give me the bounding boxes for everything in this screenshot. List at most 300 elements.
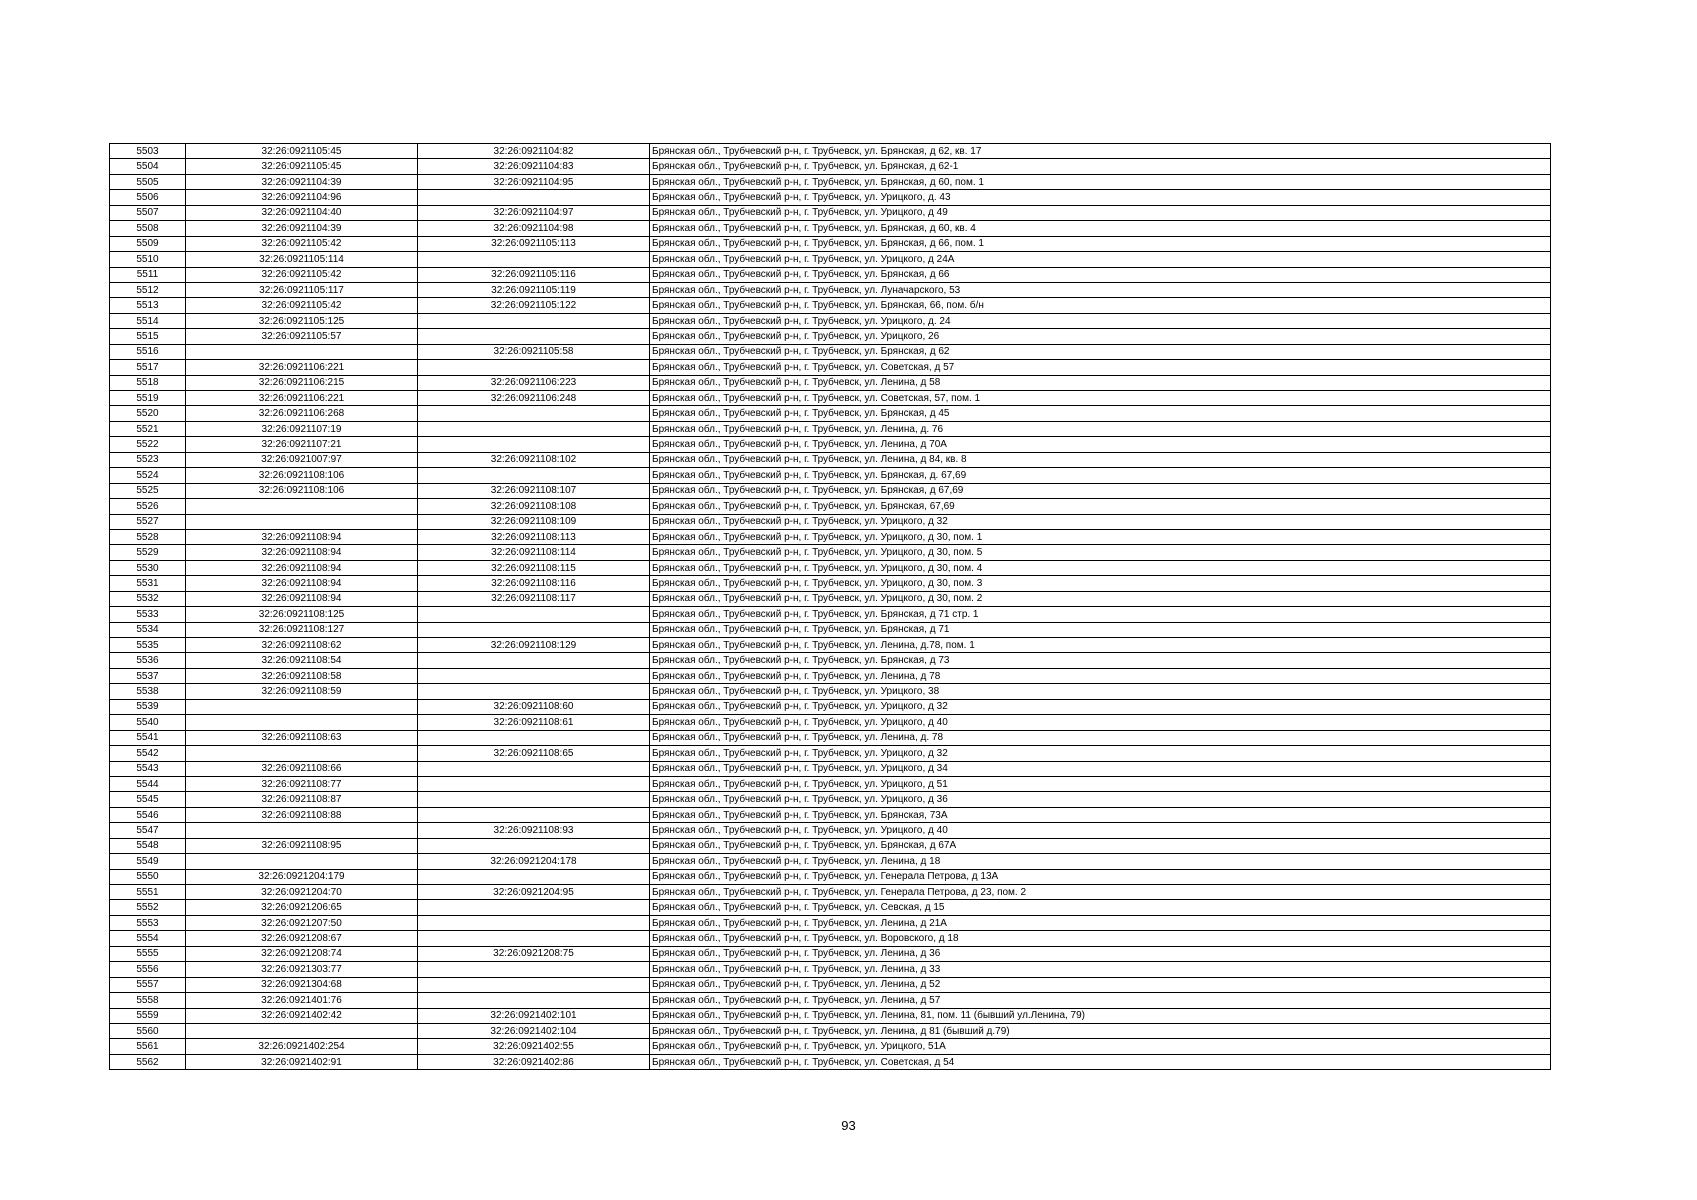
table-row — [110, 1054, 1551, 1069]
table-row — [110, 684, 1551, 699]
table-row — [110, 915, 1551, 930]
table-row — [110, 344, 1551, 359]
object-cadastral-number-cell: 32:26:0921104:97 — [418, 205, 650, 220]
table-row — [110, 668, 1551, 683]
row-number-cell: 5503 — [110, 144, 186, 159]
cadastral-number-cell: 32:26:0921303:77 — [186, 962, 418, 977]
table-row — [110, 977, 1551, 992]
row-number-cell: 5516 — [110, 344, 186, 359]
object-cadastral-number-cell: 32:26:0921108:93 — [418, 823, 650, 838]
row-number-cell: 5534 — [110, 622, 186, 637]
address-cell: Брянская обл., Трубчевский р-н, г. Трубчевск, ул. Генерала Петрова, д 13А — [650, 869, 1551, 884]
object-cadastral-number-cell: 32:26:0921402:101 — [418, 1008, 650, 1023]
row-number-cell: 5532 — [110, 591, 186, 606]
row-number-cell: 5548 — [110, 838, 186, 853]
cadastral-number-cell: 32:26:0921105:114 — [186, 252, 418, 267]
table-row — [110, 545, 1551, 560]
object-cadastral-number-cell — [418, 421, 650, 436]
row-number-cell: 5504 — [110, 159, 186, 174]
cadastral-number-cell — [186, 344, 418, 359]
table-row — [110, 638, 1551, 653]
row-number-cell: 5521 — [110, 421, 186, 436]
table-row — [110, 885, 1551, 900]
object-cadastral-number-cell — [418, 807, 650, 822]
object-cadastral-number-cell — [418, 406, 650, 421]
address-cell: Брянская обл., Трубчевский р-н, г. Трубчевск, ул. Урицкого, д 40 — [650, 823, 1551, 838]
table-row — [110, 746, 1551, 761]
row-number-cell: 5524 — [110, 468, 186, 483]
address-cell: Брянская обл., Трубчевский р-н, г. Трубчевск, ул. Ленина, д 18 — [650, 854, 1551, 869]
address-cell: Брянская обл., Трубчевский р-н, г. Трубчевск, ул. Ленина, д. 78 — [650, 730, 1551, 745]
address-cell: Брянская обл., Трубчевский р-н, г. Трубчевск, ул. Ленина, д. 76 — [650, 421, 1551, 436]
cadastral-number-cell: 32:26:0921108:87 — [186, 792, 418, 807]
object-cadastral-number-cell — [418, 792, 650, 807]
row-number-cell: 5538 — [110, 684, 186, 699]
table-row — [110, 159, 1551, 174]
row-number-cell: 5529 — [110, 545, 186, 560]
cadastral-number-cell — [186, 823, 418, 838]
cadastral-number-cell: 32:26:0921108:88 — [186, 807, 418, 822]
table-row — [110, 144, 1551, 159]
address-cell: Брянская обл., Трубчевский р-н, г. Трубчевск, ул. Брянская, д 60, пом. 1 — [650, 174, 1551, 189]
object-cadastral-number-cell: 32:26:0921105:116 — [418, 267, 650, 282]
object-cadastral-number-cell: 32:26:0921105:58 — [418, 344, 650, 359]
address-cell: Брянская обл., Трубчевский р-н, г. Трубчевск, ул. Севская, д 15 — [650, 900, 1551, 915]
address-cell: Брянская обл., Трубчевский р-н, г. Трубчевск, ул. Брянская, 73А — [650, 807, 1551, 822]
cadastral-number-cell: 32:26:0921105:125 — [186, 313, 418, 328]
cadastral-number-cell: 32:26:0921105:42 — [186, 236, 418, 251]
cadastral-number-cell: 32:26:0921208:67 — [186, 931, 418, 946]
object-cadastral-number-cell: 32:26:0921108:116 — [418, 576, 650, 591]
row-number-cell: 5527 — [110, 514, 186, 529]
address-cell: Брянская обл., Трубчевский р-н, г. Трубчевск, ул. Урицкого, д 32 — [650, 514, 1551, 529]
cadastral-number-cell — [186, 499, 418, 514]
row-number-cell: 5561 — [110, 1039, 186, 1054]
table-row — [110, 468, 1551, 483]
object-cadastral-number-cell: 32:26:0921108:60 — [418, 699, 650, 714]
row-number-cell: 5539 — [110, 699, 186, 714]
cadastral-number-cell: 32:26:0921108:63 — [186, 730, 418, 745]
address-cell: Брянская обл., Трубчевский р-н, г. Трубчевск, ул. Ленина, д 21А — [650, 915, 1551, 930]
object-cadastral-number-cell — [418, 653, 650, 668]
object-cadastral-number-cell: 32:26:0921108:129 — [418, 638, 650, 653]
object-cadastral-number-cell: 32:26:0921105:113 — [418, 236, 650, 251]
table-row — [110, 1039, 1551, 1054]
cadastral-number-cell: 32:26:0921206:65 — [186, 900, 418, 915]
object-cadastral-number-cell: 32:26:0921402:86 — [418, 1054, 650, 1069]
object-cadastral-number-cell — [418, 607, 650, 622]
address-cell: Брянская обл., Трубчевский р-н, г. Трубчевск, ул. Советская, 57, пом. 1 — [650, 391, 1551, 406]
object-cadastral-number-cell: 32:26:0921108:113 — [418, 529, 650, 544]
row-number-cell: 5537 — [110, 668, 186, 683]
table-row — [110, 221, 1551, 236]
object-cadastral-number-cell — [418, 684, 650, 699]
cadastral-number-cell: 32:26:0921207:50 — [186, 915, 418, 930]
address-cell: Брянская обл., Трубчевский р-н, г. Трубчевск, ул. Луначарского, 53 — [650, 282, 1551, 297]
table-row — [110, 252, 1551, 267]
address-cell: Брянская обл., Трубчевский р-н, г. Трубчевск, ул. Ленина, д 81 (бывший д.79) — [650, 1023, 1551, 1038]
registry-table — [109, 143, 1551, 1070]
cadastral-number-cell: 32:26:0921108:106 — [186, 468, 418, 483]
row-number-cell: 5530 — [110, 560, 186, 575]
table-row — [110, 406, 1551, 421]
cadastral-number-cell: 32:26:0921105:57 — [186, 329, 418, 344]
cadastral-number-cell: 32:26:0921105:117 — [186, 282, 418, 297]
cadastral-number-cell: 32:26:0921108:66 — [186, 761, 418, 776]
row-number-cell: 5546 — [110, 807, 186, 822]
table-row — [110, 499, 1551, 514]
row-number-cell: 5522 — [110, 437, 186, 452]
object-cadastral-number-cell — [418, 962, 650, 977]
address-cell: Брянская обл., Трубчевский р-н, г. Трубчевск, ул. Брянская, 66, пом. б/н — [650, 298, 1551, 313]
row-number-cell: 5508 — [110, 221, 186, 236]
cadastral-number-cell: 32:26:0921108:125 — [186, 607, 418, 622]
address-cell: Брянская обл., Трубчевский р-н, г. Трубчевск, ул. Брянская, д 45 — [650, 406, 1551, 421]
object-cadastral-number-cell: 32:26:0921108:117 — [418, 591, 650, 606]
row-number-cell: 5528 — [110, 529, 186, 544]
table-row — [110, 761, 1551, 776]
address-cell: Брянская обл., Трубчевский р-н, г. Трубчевск, ул. Генерала Петрова, д 23, пом. 2 — [650, 885, 1551, 900]
cadastral-number-cell: 32:26:0921108:62 — [186, 638, 418, 653]
table-row — [110, 807, 1551, 822]
object-cadastral-number-cell: 32:26:0921108:107 — [418, 483, 650, 498]
cadastral-number-cell: 32:26:0921402:91 — [186, 1054, 418, 1069]
cadastral-number-cell: 32:26:0921108:94 — [186, 545, 418, 560]
row-number-cell: 5526 — [110, 499, 186, 514]
table-row — [110, 653, 1551, 668]
cadastral-number-cell: 32:26:0921104:40 — [186, 205, 418, 220]
row-number-cell: 5509 — [110, 236, 186, 251]
cadastral-number-cell: 32:26:0921107:19 — [186, 421, 418, 436]
row-number-cell: 5544 — [110, 776, 186, 791]
cadastral-number-cell: 32:26:0921106:215 — [186, 375, 418, 390]
address-cell: Брянская обл., Трубчевский р-н, г. Трубчевск, ул. Ленина, д 52 — [650, 977, 1551, 992]
row-number-cell: 5511 — [110, 267, 186, 282]
object-cadastral-number-cell: 32:26:0921104:83 — [418, 159, 650, 174]
cadastral-number-cell: 32:26:0921105:42 — [186, 267, 418, 282]
address-cell: Брянская обл., Трубчевский р-н, г. Трубчевск, ул. Урицкого, д 32 — [650, 699, 1551, 714]
table-row — [110, 267, 1551, 282]
row-number-cell: 5507 — [110, 205, 186, 220]
cadastral-number-cell: 32:26:0921108:94 — [186, 560, 418, 575]
address-cell: Брянская обл., Трубчевский р-н, г. Трубчевск, ул. Ленина, д.78, пом. 1 — [650, 638, 1551, 653]
address-cell: Брянская обл., Трубчевский р-н, г. Трубчевск, ул. Ленина, д 70А — [650, 437, 1551, 452]
row-number-cell: 5554 — [110, 931, 186, 946]
address-cell: Брянская обл., Трубчевский р-н, г. Трубчевск, ул. Брянская, д 66, пом. 1 — [650, 236, 1551, 251]
cadastral-number-cell: 32:26:0921105:45 — [186, 159, 418, 174]
address-cell: Брянская обл., Трубчевский р-н, г. Трубчевск, ул. Брянская, 67,69 — [650, 499, 1551, 514]
row-number-cell: 5556 — [110, 962, 186, 977]
table-row — [110, 869, 1551, 884]
cadastral-number-cell — [186, 699, 418, 714]
table-row — [110, 236, 1551, 251]
row-number-cell: 5562 — [110, 1054, 186, 1069]
row-number-cell: 5545 — [110, 792, 186, 807]
address-cell: Брянская обл., Трубчевский р-н, г. Трубчевск, ул. Ленина, д 57 — [650, 993, 1551, 1008]
cadastral-number-cell: 32:26:0921106:221 — [186, 360, 418, 375]
cadastral-number-cell: 32:26:0921108:95 — [186, 838, 418, 853]
cadastral-number-cell: 32:26:0921304:68 — [186, 977, 418, 992]
address-cell: Брянская обл., Трубчевский р-н, г. Трубчевск, ул. Урицкого, д 51 — [650, 776, 1551, 791]
table-row — [110, 823, 1551, 838]
address-cell: Брянская обл., Трубчевский р-н, г. Трубчевск, ул. Брянская, д 73 — [650, 653, 1551, 668]
address-cell: Брянская обл., Трубчевский р-н, г. Трубчевск, ул. Урицкого, д 30, пом. 3 — [650, 576, 1551, 591]
table-row — [110, 730, 1551, 745]
row-number-cell: 5551 — [110, 885, 186, 900]
table-row — [110, 622, 1551, 637]
address-cell: Брянская обл., Трубчевский р-н, г. Трубчевск, ул. Урицкого, д 40 — [650, 715, 1551, 730]
row-number-cell: 5520 — [110, 406, 186, 421]
row-number-cell: 5512 — [110, 282, 186, 297]
table-row — [110, 205, 1551, 220]
address-cell: Брянская обл., Трубчевский р-н, г. Трубчевск, ул. Урицкого, д. 43 — [650, 190, 1551, 205]
table-row — [110, 931, 1551, 946]
object-cadastral-number-cell: 32:26:0921108:114 — [418, 545, 650, 560]
object-cadastral-number-cell — [418, 360, 650, 375]
table-row — [110, 313, 1551, 328]
row-number-cell: 5547 — [110, 823, 186, 838]
table-row — [110, 993, 1551, 1008]
table-row — [110, 962, 1551, 977]
row-number-cell: 5560 — [110, 1023, 186, 1038]
address-cell: Брянская обл., Трубчевский р-н, г. Трубчевск, ул. Брянская, д 67,69 — [650, 483, 1551, 498]
object-cadastral-number-cell — [418, 776, 650, 791]
table-row — [110, 437, 1551, 452]
cadastral-number-cell: 32:26:0921104:96 — [186, 190, 418, 205]
object-cadastral-number-cell: 32:26:0921106:248 — [418, 391, 650, 406]
registry-table-body — [110, 144, 1551, 1070]
object-cadastral-number-cell — [418, 622, 650, 637]
table-row — [110, 854, 1551, 869]
row-number-cell: 5536 — [110, 653, 186, 668]
table-row — [110, 421, 1551, 436]
cadastral-number-cell: 32:26:0921105:42 — [186, 298, 418, 313]
object-cadastral-number-cell: 32:26:0921402:55 — [418, 1039, 650, 1054]
object-cadastral-number-cell — [418, 668, 650, 683]
cadastral-number-cell: 32:26:0921104:39 — [186, 174, 418, 189]
row-number-cell: 5514 — [110, 313, 186, 328]
table-row — [110, 375, 1551, 390]
object-cadastral-number-cell: 32:26:0921104:82 — [418, 144, 650, 159]
object-cadastral-number-cell — [418, 468, 650, 483]
row-number-cell: 5533 — [110, 607, 186, 622]
table-row — [110, 514, 1551, 529]
address-cell: Брянская обл., Трубчевский р-н, г. Трубчевск, ул. Брянская, д 67А — [650, 838, 1551, 853]
table-row — [110, 838, 1551, 853]
address-cell: Брянская обл., Трубчевский р-н, г. Трубчевск, ул. Брянская, д 71 — [650, 622, 1551, 637]
cadastral-number-cell: 32:26:0921108:127 — [186, 622, 418, 637]
table-row — [110, 699, 1551, 714]
cadastral-number-cell: 32:26:0921108:94 — [186, 576, 418, 591]
address-cell: Брянская обл., Трубчевский р-н, г. Трубчевск, ул. Ленина, д 58 — [650, 375, 1551, 390]
address-cell: Брянская обл., Трубчевский р-н, г. Трубчевск, ул. Воровского, д 18 — [650, 931, 1551, 946]
cadastral-number-cell: 32:26:0921204:70 — [186, 885, 418, 900]
address-cell: Брянская обл., Трубчевский р-н, г. Трубчевск, ул. Урицкого, д 49 — [650, 205, 1551, 220]
row-number-cell: 5553 — [110, 915, 186, 930]
address-cell: Брянская обл., Трубчевский р-н, г. Трубчевск, ул. Урицкого, д 36 — [650, 792, 1551, 807]
address-cell: Брянская обл., Трубчевский р-н, г. Трубчевск, ул. Ленина, д 78 — [650, 668, 1551, 683]
address-cell: Брянская обл., Трубчевский р-н, г. Трубчевск, ул. Урицкого, д 30, пом. 2 — [650, 591, 1551, 606]
table-row — [110, 607, 1551, 622]
cadastral-number-cell — [186, 746, 418, 761]
object-cadastral-number-cell — [418, 900, 650, 915]
cadastral-number-cell: 32:26:0921401:76 — [186, 993, 418, 1008]
object-cadastral-number-cell: 32:26:0921108:108 — [418, 499, 650, 514]
row-number-cell: 5513 — [110, 298, 186, 313]
object-cadastral-number-cell: 32:26:0921105:119 — [418, 282, 650, 297]
object-cadastral-number-cell: 32:26:0921204:95 — [418, 885, 650, 900]
address-cell: Брянская обл., Трубчевский р-н, г. Трубчевск, ул. Ленина, д 33 — [650, 962, 1551, 977]
object-cadastral-number-cell: 32:26:0921108:102 — [418, 452, 650, 467]
row-number-cell: 5555 — [110, 946, 186, 961]
row-number-cell: 5559 — [110, 1008, 186, 1023]
object-cadastral-number-cell — [418, 869, 650, 884]
table-row — [110, 792, 1551, 807]
cadastral-number-cell: 32:26:0921108:59 — [186, 684, 418, 699]
object-cadastral-number-cell — [418, 931, 650, 946]
address-cell: Брянская обл., Трубчевский р-н, г. Трубчевск, ул. Брянская, д 62, кв. 17 — [650, 144, 1551, 159]
address-cell: Брянская обл., Трубчевский р-н, г. Трубчевск, ул. Советская, д 54 — [650, 1054, 1551, 1069]
table-row — [110, 591, 1551, 606]
object-cadastral-number-cell — [418, 190, 650, 205]
object-cadastral-number-cell — [418, 730, 650, 745]
cadastral-number-cell: 32:26:0921104:39 — [186, 221, 418, 236]
row-number-cell: 5557 — [110, 977, 186, 992]
address-cell: Брянская обл., Трубчевский р-н, г. Трубчевск, ул. Урицкого, д 30, пом. 4 — [650, 560, 1551, 575]
row-number-cell: 5517 — [110, 360, 186, 375]
cadastral-number-cell — [186, 715, 418, 730]
address-cell: Брянская обл., Трубчевский р-н, г. Трубчевск, ул. Ленина, д 84, кв. 8 — [650, 452, 1551, 467]
object-cadastral-number-cell — [418, 761, 650, 776]
object-cadastral-number-cell: 32:26:0921108:61 — [418, 715, 650, 730]
table-row — [110, 560, 1551, 575]
address-cell: Брянская обл., Трубчевский р-н, г. Трубчевск, ул. Брянская, д 62 — [650, 344, 1551, 359]
cadastral-number-cell: 32:26:0921106:221 — [186, 391, 418, 406]
address-cell: Брянская обл., Трубчевский р-н, г. Трубчевск, ул. Урицкого, 38 — [650, 684, 1551, 699]
table-row — [110, 900, 1551, 915]
object-cadastral-number-cell: 32:26:0921104:95 — [418, 174, 650, 189]
address-cell: Брянская обл., Трубчевский р-н, г. Трубчевск, ул. Брянская, д 71 стр. 1 — [650, 607, 1551, 622]
table-row — [110, 282, 1551, 297]
address-cell: Брянская обл., Трубчевский р-н, г. Трубчевск, ул. Советская, д 57 — [650, 360, 1551, 375]
cadastral-number-cell: 32:26:0921108:94 — [186, 529, 418, 544]
address-cell: Брянская обл., Трубчевский р-н, г. Трубчевск, ул. Ленина, 81, пом. 11 (бывший ул.Ленина, 79) — [650, 1008, 1551, 1023]
cadastral-number-cell: 32:26:0921108:54 — [186, 653, 418, 668]
object-cadastral-number-cell: 32:26:0921208:75 — [418, 946, 650, 961]
address-cell: Брянская обл., Трубчевский р-н, г. Трубчевск, ул. Брянская, д 62-1 — [650, 159, 1551, 174]
cadastral-number-cell: 32:26:0921208:74 — [186, 946, 418, 961]
cadastral-number-cell: 32:26:0921204:179 — [186, 869, 418, 884]
table-row — [110, 329, 1551, 344]
table-row — [110, 946, 1551, 961]
object-cadastral-number-cell — [418, 437, 650, 452]
table-row — [110, 174, 1551, 189]
row-number-cell: 5535 — [110, 638, 186, 653]
row-number-cell: 5510 — [110, 252, 186, 267]
object-cadastral-number-cell: 32:26:0921108:109 — [418, 514, 650, 529]
object-cadastral-number-cell: 32:26:0921204:178 — [418, 854, 650, 869]
row-number-cell: 5523 — [110, 452, 186, 467]
cadastral-number-cell — [186, 854, 418, 869]
cadastral-number-cell: 32:26:0921402:42 — [186, 1008, 418, 1023]
row-number-cell: 5542 — [110, 746, 186, 761]
row-number-cell: 5558 — [110, 993, 186, 1008]
address-cell: Брянская обл., Трубчевский р-н, г. Трубчевск, ул. Брянская, д 60, кв. 4 — [650, 221, 1551, 236]
address-cell: Брянская обл., Трубчевский р-н, г. Трубчевск, ул. Брянская, д. 67,69 — [650, 468, 1551, 483]
row-number-cell: 5550 — [110, 869, 186, 884]
cadastral-number-cell — [186, 1023, 418, 1038]
table-row — [110, 298, 1551, 313]
address-cell: Брянская обл., Трубчевский р-н, г. Трубчевск, ул. Урицкого, д 24А — [650, 252, 1551, 267]
cadastral-number-cell: 32:26:0921108:77 — [186, 776, 418, 791]
cadastral-number-cell: 32:26:0921108:106 — [186, 483, 418, 498]
table-row — [110, 776, 1551, 791]
cadastral-number-cell: 32:26:0921108:58 — [186, 668, 418, 683]
table-row — [110, 190, 1551, 205]
object-cadastral-number-cell — [418, 838, 650, 853]
object-cadastral-number-cell: 32:26:0921108:115 — [418, 560, 650, 575]
row-number-cell: 5541 — [110, 730, 186, 745]
object-cadastral-number-cell — [418, 993, 650, 1008]
cadastral-number-cell: 32:26:0921107:21 — [186, 437, 418, 452]
object-cadastral-number-cell — [418, 977, 650, 992]
row-number-cell: 5518 — [110, 375, 186, 390]
cadastral-number-cell: 32:26:0921108:94 — [186, 591, 418, 606]
object-cadastral-number-cell — [418, 313, 650, 328]
table-row — [110, 529, 1551, 544]
address-cell: Брянская обл., Трубчевский р-н, г. Трубчевск, ул. Урицкого, д. 24 — [650, 313, 1551, 328]
row-number-cell: 5515 — [110, 329, 186, 344]
cadastral-number-cell — [186, 514, 418, 529]
address-cell: Брянская обл., Трубчевский р-н, г. Трубчевск, ул. Брянская, д 66 — [650, 267, 1551, 282]
cadastral-number-cell: 32:26:0921007:97 — [186, 452, 418, 467]
table-row — [110, 452, 1551, 467]
object-cadastral-number-cell: 32:26:0921104:98 — [418, 221, 650, 236]
row-number-cell: 5552 — [110, 900, 186, 915]
address-cell: Брянская обл., Трубчевский р-н, г. Трубчевск, ул. Урицкого, 26 — [650, 329, 1551, 344]
table-row — [110, 391, 1551, 406]
table-row — [110, 1008, 1551, 1023]
address-cell: Брянская обл., Трубчевский р-н, г. Трубчевск, ул. Урицкого, д 30, пом. 5 — [650, 545, 1551, 560]
cadastral-number-cell: 32:26:0921106:268 — [186, 406, 418, 421]
table-row — [110, 715, 1551, 730]
address-cell: Брянская обл., Трубчевский р-н, г. Трубчевск, ул. Ленина, д 36 — [650, 946, 1551, 961]
row-number-cell: 5506 — [110, 190, 186, 205]
row-number-cell: 5505 — [110, 174, 186, 189]
address-cell: Брянская обл., Трубчевский р-н, г. Трубчевск, ул. Урицкого, д 32 — [650, 746, 1551, 761]
object-cadastral-number-cell — [418, 252, 650, 267]
cadastral-number-cell: 32:26:0921402:254 — [186, 1039, 418, 1054]
row-number-cell: 5549 — [110, 854, 186, 869]
table-row — [110, 483, 1551, 498]
address-cell: Брянская обл., Трубчевский р-н, г. Трубчевск, ул. Урицкого, д 30, пом. 1 — [650, 529, 1551, 544]
cadastral-number-cell: 32:26:0921105:45 — [186, 144, 418, 159]
object-cadastral-number-cell: 32:26:0921108:65 — [418, 746, 650, 761]
table-row — [110, 1023, 1551, 1038]
page-number: 93 — [841, 1118, 856, 1133]
object-cadastral-number-cell: 32:26:0921402:104 — [418, 1023, 650, 1038]
address-cell: Брянская обл., Трубчевский р-н, г. Трубчевск, ул. Урицкого, 51А — [650, 1039, 1551, 1054]
address-cell: Брянская обл., Трубчевский р-н, г. Трубчевск, ул. Урицкого, д 34 — [650, 761, 1551, 776]
row-number-cell: 5525 — [110, 483, 186, 498]
object-cadastral-number-cell: 32:26:0921105:122 — [418, 298, 650, 313]
row-number-cell: 5531 — [110, 576, 186, 591]
row-number-cell: 5519 — [110, 391, 186, 406]
object-cadastral-number-cell — [418, 329, 650, 344]
table-row — [110, 360, 1551, 375]
row-number-cell: 5540 — [110, 715, 186, 730]
table-row — [110, 576, 1551, 591]
